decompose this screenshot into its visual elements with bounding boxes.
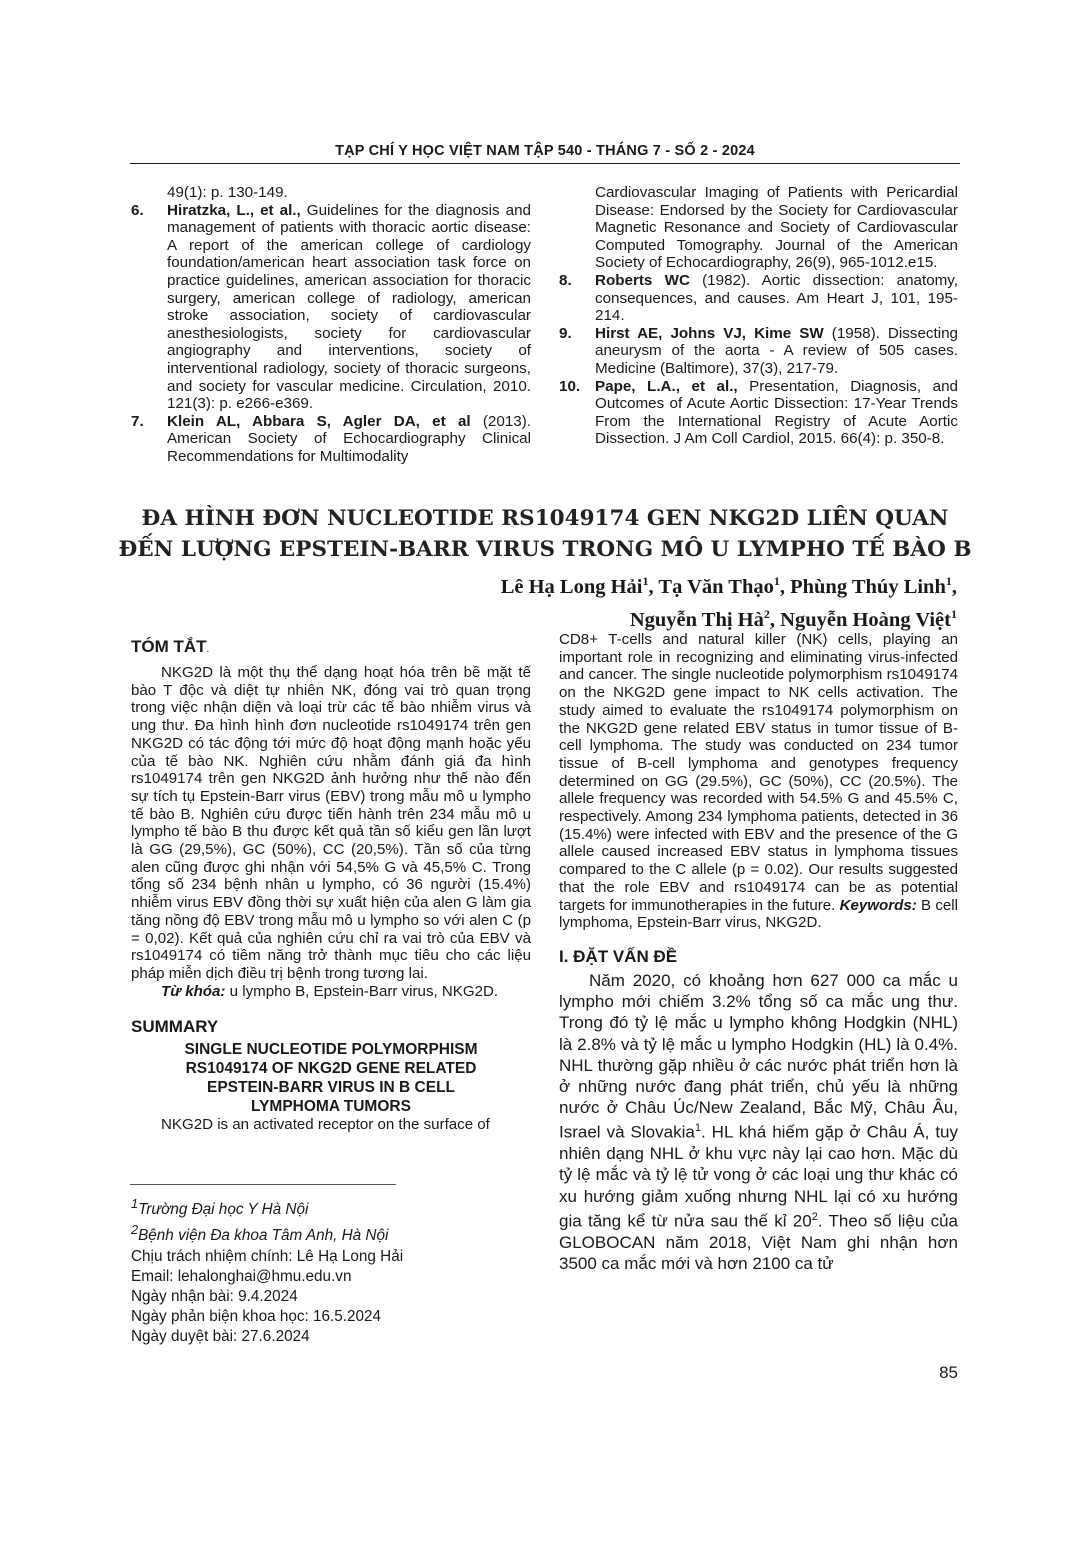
summary-heading: SUMMARY	[131, 1017, 219, 1037]
footnote-rule	[130, 1184, 396, 1185]
reference-number: 7.	[131, 412, 144, 430]
header-rule	[130, 163, 960, 164]
reference-text: (2013). American Society of Echocardiography Clinical Recommendations for Multimodality	[167, 412, 531, 465]
author-name: Nguyễn Hoàng Việt	[780, 608, 951, 631]
reference-continuation: 49(1): p. 130-149.	[167, 184, 288, 201]
summary-title: SINGLE NUCLEOTIDE POLYMORPHISM RS1049174 OF NKG2D GENE RELATED EPSTEIN-BARR VIRUS IN B CELL LYMPHOMA TUMORS	[184, 1041, 478, 1116]
abstract-vi-body: NKG2D là một thụ thể dạng hoạt hóa trên bề mặt tế bào T độc và diệt tự nhiên NK, đóng vai trò quan trọng trong việc nhận diện và loại trừ các tế bào nhiễm virus và ung thư. Đa hình hình đơn nucleotide rs1049174 trên gen NKG2D có tác động tới mức độ hoạt động mạnh hoặc yếu của tế bào NK. Nghiên cứu nhằm đánh giá đa hình rs1049174 trên gen NKG2D ảnh hưởng như thế nào đến sự tích tụ Epstein-Barr virus (EBV) trong mẫu mô u lympho tế bào B. Nghiên cứu được tiến hành trên 234 mẫu mô u lympho tế bào B thu được kết quả tần số kiểu gen lần lượt là GG (29,5%), GC (50%), CC (20,5%). Tần số của từng alen cũng được ghi nhận với 54,5% G và 45,5% C. Trong tổng số 234 bệnh nhân u lympho, có 36 người (15.4%) nhiễm virus EBV đồng thời sự xuất hiện của alen G làm gia tăng nồng độ EBV trong mẫu mô u lympho so với alen C (p = 0,02). Kết quả của nghiên cứu chỉ ra vai trò của EBV và rs1049174 có tiềm năng trở thành mục tiêu cho các liệu pháp miễn dịch điều trị bệnh trong tương lai.	[131, 664, 531, 982]
left-column	[131, 636, 531, 1134]
reference-authors: Pape, L.A., et al.,	[595, 377, 738, 395]
summary-body-start: NKG2D is an activated receptor on the surface of	[161, 1116, 490, 1134]
page-number: 85	[939, 1363, 958, 1382]
reference-text: (1982). Aortic dissection: anatomy, consequences, and causes. Am Heart J, 101, 195-214.	[595, 271, 958, 325]
author-affiliation: 1	[773, 574, 780, 588]
reference-text: Guidelines for the diagnosis and management of patients with thoracic aortic disease: A report of the american college of cardiology foundation/american heart association task force on practice guidelines, american association for thoracic surgery, american college of radiology, american stroke association, society of cardiovascular anesthesiologists, society for cardiovascular angiography and interventions, society of interventional radiology, society of thoracic surgeons, and society for vascular medicine. Circulation, 2010. 121(3): p. e266-e369.	[167, 201, 531, 413]
introduction-body: Năm 2020, có khoảng hơn 627 000 ca mắc u lympho mới chiếm 3.2% tổng số ca mắc ung thư. Trong đó tỷ lệ mắc u lympho không Hodgkin (NHL) là 2.8% và tỷ lệ mắc u lympho Hodgkin (HL) là 0.4%. NHL thường gặp nhiều ở các nước phát triển hơn là ở những nước đang phát triển, chủ yếu là những nước ở Châu Úc/New Zealand, Bắc Mỹ, Châu Âu, Israel và Slovakia$^1$. HL khá hiếm gặp ở Châu Á, tuy nhiên dạng NHL ở khu vực này lại cao hơn. Mặc dù tỷ lệ mắc và tỷ lệ tử vong ở các loại ung thư khác có xu hướng giảm xuống nhưng NHL lại có xu hướng gia tăng kể từ nửa sau thế kỉ $20^2$. Theo số liệu của GLOBOCAN năm 2018, Việt Nam ghi nhận hơn 3500 ca mắc mới và hơn 2100 ca tử	[559, 970, 958, 1273]
reference-9	[559, 325, 958, 378]
reference-text: (1958). Dissecting aneurysm of the aorta - A review of 505 cases. Medicine (Baltimore), 37(3), 217-79.	[595, 324, 958, 377]
reference-number: 9.	[559, 324, 572, 342]
journal-header: TẠP CHÍ Y HỌC VIỆT NAM TẬP 540 - THÁNG 7 - SỐ 2 - 2024	[335, 143, 755, 159]
date-accepted: Ngày duyệt bài: 27.6.2024	[131, 1328, 310, 1346]
reference-number: 8.	[559, 271, 572, 289]
references-right	[559, 184, 958, 448]
author-name: Nguyễn Thị Hà	[629, 608, 764, 631]
author-line-1	[501, 568, 957, 601]
keywords-text: u lympho B, Epstein-Barr virus, NKG2D.	[225, 982, 499, 1000]
author-affiliation: 1	[642, 574, 649, 588]
article-title-line-1: ĐA HÌNH ĐƠN NUCLEOTIDE RS1049174 GEN NKG2D LIÊN QUAN	[141, 506, 949, 531]
reference-number: 10.	[559, 377, 581, 395]
reference-authors: Hirst AE, Johns VJ, Kime SW	[595, 324, 824, 342]
abstract-vi-heading: TÓM TẮT.	[131, 637, 210, 656]
keywords-label: Keywords:	[839, 896, 917, 914]
author-affiliation: 2	[763, 606, 770, 621]
author-affiliation: 1	[951, 606, 957, 621]
reference-authors: Hiratzka, L., et al.,	[167, 201, 301, 219]
reference-authors: Klein AL, Abbara S, Agler DA, et al	[167, 412, 471, 430]
article-title	[100, 503, 990, 565]
reference-text: Presentation, Diagnosis, and Outcomes of Acute Aortic Dissection: 17-Year Trends From the International Registry of Acute Aortic Dissection. J Am Coll Cardiol, 2015. 66(4): p. 350-8.	[595, 377, 958, 448]
keywords-label: Từ khóa:	[161, 982, 226, 1000]
author-separator: ,	[769, 608, 781, 631]
date-received: Ngày nhận bài: 9.4.2024	[131, 1288, 298, 1305]
summary-body-continued: CD8+ T-cells and natural killer (NK) cells, playing an important role in recognizing and eliminating virus-infected and cancer. The single nucleotide polymorphism rs1049174 on the NKG2D gene impact to NK cells activation. The study aimed to evaluate the rs1049174 polymorphism on the NKG2D gene related EBV status in tumor tissue of B-cell lymphoma. The study was conducted on 234 tumor tissue of B-cell lymphoma and genotypes frequency determined on GG (29.5%), GC (50%), CC (20.5%). The allele frequency was recorded with 54.5% G and 45.5% C, respectively. Among 234 lymphoma patients, detected in 36 (15.4%) were infected with EBV and the presence of the G allele caused increased EBV status in lymphoma tissues compared to the C allele (p = 0.02). Our results suggested that the role EBV and rs1049174 can be as potential targets for immunotherapies in the future. Keywords: B cell lymphoma, Epstein-Barr virus, NKG2D.	[559, 631, 958, 932]
affiliation-2: $^2$Bệnh viện Đa khoa Tâm Anh, Hà Nội	[131, 1222, 389, 1245]
right-column	[559, 631, 958, 1274]
introduction-heading: I. ĐẶT VẤN ĐỀ	[559, 946, 678, 966]
author-affiliation: 1	[945, 574, 952, 588]
email: Email: lehalonghai@hmu.edu.vn	[131, 1267, 352, 1285]
references-left	[131, 184, 531, 466]
abstract-vi-keywords	[131, 983, 531, 1001]
reference-8	[559, 272, 958, 325]
author-separator: ,	[648, 575, 659, 598]
reference-10	[559, 378, 958, 448]
date-reviewed: Ngày phản biện khoa học: 16.5.2024	[131, 1308, 382, 1326]
reference-authors: Roberts WC	[595, 271, 690, 289]
author-name: Tạ Văn Thạo	[658, 575, 774, 598]
author-separator: ,	[779, 575, 791, 598]
article-title-line-2: ĐẾN LƯỢNG EPSTEIN-BARR VIRUS TRONG MÔ U LYMPHO TẾ BÀO B	[118, 537, 972, 562]
reference-6	[131, 202, 531, 413]
reference-number: 6.	[131, 201, 144, 219]
reference-continuation: Cardiovascular Imaging of Patients with Pericardial Disease: Endorsed by the Society for Cardiovascular Magnetic Resonance and Society of Cardiovascular Computed Tomography. Journal of the American Society of Echocardiography, 26(9), 965-1012.e15.	[595, 184, 958, 272]
reference-7	[131, 413, 531, 466]
keywords-text: B cell lymphoma, Epstein-Barr virus, NKG2D.	[559, 896, 958, 932]
corresponding-author: Chịu trách nhiệm chính: Lê Hạ Long Hải	[131, 1247, 404, 1265]
footnotes	[131, 1194, 551, 1348]
author-name: Lê Hạ Long Hải	[500, 575, 643, 598]
affiliation-1: $^1$Trường Đại học Y Hà Nội	[131, 1196, 309, 1219]
author-list	[501, 568, 957, 634]
author-separator: ,	[951, 575, 957, 598]
author-name: Phùng Thúy Linh	[790, 575, 946, 598]
author-line-2	[501, 601, 957, 634]
